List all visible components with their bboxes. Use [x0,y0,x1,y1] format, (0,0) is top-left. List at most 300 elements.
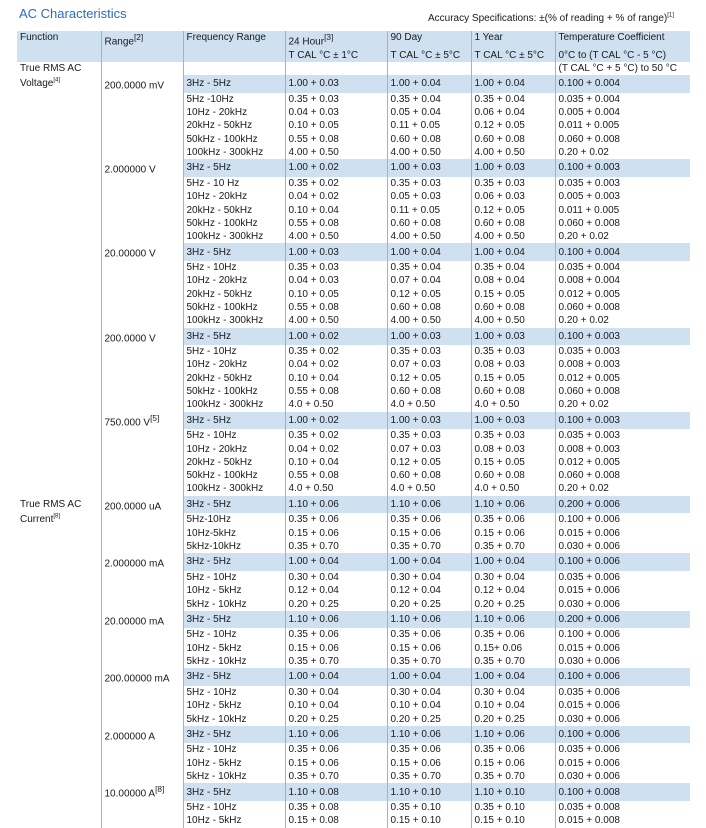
range-label: 2.000000 mA [104,558,164,570]
frequency-range-cell: 10Hz - 5kHz [183,699,285,712]
temp-coefficient-cell: 0.011 + 0.005 [555,204,690,217]
accuracy-1-year-cell: 0.60 + 0.08 [471,217,555,230]
frequency-range-cell: 10Hz - 5kHz [183,814,285,827]
function-blank [17,288,101,301]
header-1-year: 1 Year [471,31,555,49]
temp-coefficient-cell: 0.030 + 0.006 [555,770,690,783]
accuracy-24-hour-cell: 0.35 + 0.02 [285,429,387,442]
header-24-hour: 24 Hour[3] [285,31,387,49]
range-blank [101,584,183,597]
table-row [17,801,690,814]
range-label: 20.00000 V [104,248,156,260]
function-blank [17,686,101,699]
frequency-range-cell: 3Hz - 5Hz [183,553,285,571]
function-blank [17,598,101,611]
frequency-range-cell: 5Hz - 10Hz [183,345,285,358]
function-blank [17,699,101,712]
table-row [17,726,690,744]
accuracy-1-year-cell: 0.08 + 0.04 [471,274,555,287]
temp-coefficient-cell: 0.20 + 0.02 [555,482,690,495]
frequency-range-cell: 100kHz - 300kHz [183,398,285,411]
temp-coefficient-cell: 0.035 + 0.003 [555,345,690,358]
accuracy-90-day-cell: 0.60 + 0.08 [387,301,471,314]
accuracy-1-year-cell: 0.15 + 0.06 [471,527,555,540]
frequency-range-cell: 10Hz - 20kHz [183,190,285,203]
function-ref: [8] [53,514,61,521]
table-row [17,743,690,756]
blank-cell [471,62,555,75]
accuracy-24-hour-cell: 1.00 + 0.02 [285,328,387,346]
temp-coefficient-cell: 0.20 + 0.02 [555,314,690,327]
frequency-range-cell: 10Hz - 20kHz [183,106,285,119]
header-function-sub [17,49,101,62]
accuracy-1-year-cell: 0.60 + 0.08 [471,133,555,146]
frequency-range-cell: 100kHz - 300kHz [183,482,285,495]
accuracy-24-hour-cell: 0.15 + 0.08 [285,814,387,827]
temp-coefficient-cell: 0.100 + 0.003 [555,412,690,430]
accuracy-note: Accuracy Specifications: ±(% of reading + % of range)[1] [428,12,674,24]
accuracy-90-day-cell: 0.20 + 0.25 [387,598,471,611]
temp-coefficient-cell: 0.100 + 0.003 [555,328,690,346]
accuracy-1-year-cell: 0.15 + 0.05 [471,372,555,385]
accuracy-24-hour-cell: 0.04 + 0.02 [285,190,387,203]
header-range-sub [101,49,183,62]
range-blank [101,119,183,132]
accuracy-1-year-cell: 1.00 + 0.03 [471,412,555,430]
range-value [101,668,183,686]
temp-coefficient-cell: 0.035 + 0.003 [555,177,690,190]
frequency-range-cell: 3Hz - 5Hz [183,75,285,93]
temp-coefficient-cell: 0.060 + 0.008 [555,301,690,314]
accuracy-90-day-cell: 0.12 + 0.05 [387,456,471,469]
temp-coefficient-cell: 0.100 + 0.006 [555,726,690,744]
table-row [17,217,690,230]
frequency-range-cell: 50kHz - 100kHz [183,301,285,314]
header-subrow [17,49,690,62]
temp-coefficient-cell: 0.030 + 0.006 [555,655,690,668]
accuracy-90-day-cell: 0.35 + 0.06 [387,743,471,756]
temp-coefficient-cell: 0.030 + 0.006 [555,540,690,553]
accuracy-1-year-cell: 0.35 + 0.70 [471,540,555,553]
frequency-range-cell: 3Hz - 5Hz [183,243,285,261]
accuracy-1-year-cell: 4.0 + 0.50 [471,482,555,495]
function-name-cont [17,75,101,93]
frequency-range-cell: 3Hz - 5Hz [183,668,285,686]
temp-coefficient-cell: 0.100 + 0.006 [555,668,690,686]
table-row [17,713,690,726]
header-temp-coefficient: Temperature Coefficient [555,31,690,49]
accuracy-1-year-cell: 0.35 + 0.10 [471,801,555,814]
accuracy-24-hour-cell: 0.30 + 0.04 [285,571,387,584]
function-blank [17,301,101,314]
range-blank [101,743,183,756]
table-row [17,398,690,411]
table-row [17,412,690,430]
accuracy-1-year-cell: 0.15 + 0.05 [471,456,555,469]
accuracy-24-hour-cell: 0.35 + 0.06 [285,513,387,526]
range-blank [101,372,183,385]
accuracy-24-hour-cell: 0.04 + 0.02 [285,443,387,456]
accuracy-90-day-cell: 0.07 + 0.03 [387,358,471,371]
range-blank [101,314,183,327]
temp-coefficient-cell: 0.015 + 0.006 [555,584,690,597]
accuracy-24-hour-cell: 4.00 + 0.50 [285,230,387,243]
temp-coefficient-cell: 0.060 + 0.008 [555,133,690,146]
accuracy-90-day-cell: 0.35 + 0.04 [387,261,471,274]
accuracy-90-day-cell: 4.00 + 0.50 [387,230,471,243]
frequency-range-cell: 5Hz-10Hz [183,513,285,526]
temp-coefficient-cell: 0.015 + 0.006 [555,757,690,770]
accuracy-1-year-cell: 1.10 + 0.06 [471,496,555,514]
frequency-range-cell: 5kHz - 10kHz [183,655,285,668]
accuracy-1-year-cell: 0.35 + 0.03 [471,429,555,442]
function-blank [17,159,101,177]
function-blank [17,527,101,540]
range-ref: [8] [155,784,165,795]
accuracy-24-hour-cell: 0.15 + 0.06 [285,642,387,655]
range-blank [101,261,183,274]
accuracy-1-year-cell: 0.30 + 0.04 [471,686,555,699]
function-blank [17,456,101,469]
temp-coefficient-cell: 0.008 + 0.003 [555,443,690,456]
range-value [101,611,183,629]
accuracy-24-hour-cell: 0.35 + 0.70 [285,655,387,668]
accuracy-90-day-cell: 0.10 + 0.04 [387,699,471,712]
frequency-range-cell: 100kHz - 300kHz [183,230,285,243]
table-row [17,358,690,371]
accuracy-24-hour-cell: 0.35 + 0.03 [285,261,387,274]
accuracy-90-day-cell: 0.05 + 0.03 [387,190,471,203]
function-blank [17,540,101,553]
accuracy-90-day-cell: 0.60 + 0.08 [387,469,471,482]
range-blank [101,814,183,827]
frequency-range-cell: 3Hz - 5Hz [183,328,285,346]
temp-coefficient-cell: 0.100 + 0.004 [555,243,690,261]
temp-coefficient-cell: 0.100 + 0.006 [555,513,690,526]
table-row [17,668,690,686]
accuracy-90-day-cell: 0.35 + 0.10 [387,801,471,814]
function-blank [17,261,101,274]
table-row [17,119,690,132]
accuracy-24-hour-cell: 4.0 + 0.50 [285,482,387,495]
frequency-range-cell: 10Hz - 20kHz [183,358,285,371]
accuracy-1-year-cell: 4.00 + 0.50 [471,230,555,243]
function-blank [17,177,101,190]
accuracy-1-year-cell: 1.00 + 0.04 [471,75,555,93]
accuracy-90-day-cell: 0.30 + 0.04 [387,571,471,584]
table-row [17,328,690,346]
accuracy-90-day-cell: 0.15 + 0.06 [387,757,471,770]
accuracy-1-year-cell: 1.00 + 0.04 [471,243,555,261]
range-blank [101,345,183,358]
function-blank [17,655,101,668]
function-blank [17,642,101,655]
accuracy-24-hour-cell: 0.12 + 0.04 [285,584,387,597]
frequency-range-cell: 5Hz - 10Hz [183,628,285,641]
accuracy-90-day-cell: 0.20 + 0.25 [387,713,471,726]
accuracy-90-day-cell: 0.60 + 0.08 [387,385,471,398]
table-row [17,443,690,456]
accuracy-1-year-cell: 0.35 + 0.70 [471,655,555,668]
table-row [17,655,690,668]
range-blank [101,230,183,243]
function-blank [17,398,101,411]
range-blank [101,713,183,726]
table-row [17,274,690,287]
accuracy-24-hour-cell: 0.10 + 0.04 [285,204,387,217]
frequency-range-cell: 50kHz - 100kHz [183,385,285,398]
table-row [17,314,690,327]
accuracy-24-hour-cell: 4.00 + 0.50 [285,314,387,327]
temp-coefficient-cell: 0.005 + 0.003 [555,190,690,203]
range-value [101,412,183,430]
accuracy-24-hour-cell: 0.35 + 0.08 [285,801,387,814]
range-blank [101,429,183,442]
table-row [17,482,690,495]
accuracy-90-day-cell: 0.12 + 0.05 [387,288,471,301]
range-label: 20.00000 mA [104,616,164,628]
function-blank [17,628,101,641]
table-body [17,62,690,828]
table-row [17,540,690,553]
ac-characteristics-table [17,31,690,828]
function-blank [17,429,101,442]
function-blank [17,358,101,371]
accuracy-1-year-cell: 0.12 + 0.05 [471,119,555,132]
frequency-range-cell: 10Hz - 20kHz [183,443,285,456]
range-blank [101,146,183,159]
frequency-range-cell: 5Hz -10Hz [183,93,285,106]
accuracy-24-hour-cell: 0.10 + 0.05 [285,119,387,132]
table-row [17,513,690,526]
table-row [17,261,690,274]
table-row [17,496,690,514]
frequency-range-cell: 5Hz - 10Hz [183,686,285,699]
frequency-range-cell: 5Hz - 10Hz [183,801,285,814]
accuracy-1-year-cell: 0.15 + 0.05 [471,288,555,301]
accuracy-24-hour-cell: 1.10 + 0.06 [285,726,387,744]
accuracy-1-year-cell: 0.12 + 0.04 [471,584,555,597]
function-blank [17,106,101,119]
accuracy-24-hour-cell: 1.00 + 0.02 [285,412,387,430]
range-value [101,159,183,177]
function-blank [17,190,101,203]
range-label: 750.000 V [104,416,151,428]
header-90-day: 90 Day [387,31,471,49]
table-row [17,770,690,783]
table-row [17,527,690,540]
range-blank [101,801,183,814]
accuracy-90-day-cell: 0.35 + 0.04 [387,93,471,106]
accuracy-90-day-cell: 4.00 + 0.50 [387,146,471,159]
accuracy-90-day-cell: 1.00 + 0.03 [387,328,471,346]
function-blank [17,584,101,597]
blank-cell [183,62,285,75]
accuracy-1-year-cell: 0.60 + 0.08 [471,469,555,482]
table-row [17,553,690,571]
accuracy-90-day-cell: 1.00 + 0.04 [387,243,471,261]
table-row [17,204,690,217]
table-row [17,571,690,584]
accuracy-24-hour-cell: 0.35 + 0.02 [285,177,387,190]
accuracy-24-hour-cell: 0.55 + 0.08 [285,133,387,146]
table-row [17,757,690,770]
temp-coefficient-cell: 0.20 + 0.02 [555,398,690,411]
function-blank [17,314,101,327]
frequency-range-cell: 3Hz - 5Hz [183,726,285,744]
accuracy-24-hour-cell: 0.35 + 0.06 [285,743,387,756]
header-function: Function [17,31,101,49]
range-blank [101,204,183,217]
range-blank [101,93,183,106]
table-row [17,146,690,159]
function-blank [17,412,101,430]
function-blank [17,713,101,726]
table-row [17,345,690,358]
blank-cell [285,62,387,75]
range-blank [101,133,183,146]
range-blank [101,358,183,371]
temp-coefficient-cell: 0.060 + 0.008 [555,385,690,398]
range-blank [101,190,183,203]
temp-coefficient-cell: 0.012 + 0.005 [555,456,690,469]
accuracy-90-day-cell: 1.10 + 0.06 [387,726,471,744]
accuracy-1-year-cell: 0.06 + 0.04 [471,106,555,119]
function-blank [17,133,101,146]
table-row [17,190,690,203]
table-row [17,456,690,469]
range-value [101,553,183,571]
function-name [17,62,101,75]
range-blank [101,274,183,287]
temp-coefficient-cell: 0.035 + 0.006 [555,571,690,584]
accuracy-24-hour-cell: 1.00 + 0.03 [285,243,387,261]
temp-coefficient-cell: 0.030 + 0.006 [555,598,690,611]
header-temp-sub-1: 0°C to (T CAL °C - 5 °C) [555,49,690,62]
frequency-range-cell: 100kHz - 300kHz [183,314,285,327]
accuracy-24-hour-cell: 0.55 + 0.08 [285,301,387,314]
function-blank [17,757,101,770]
accuracy-1-year-cell: 0.35 + 0.04 [471,261,555,274]
function-blank [17,204,101,217]
accuracy-24-hour-cell: 0.15 + 0.06 [285,527,387,540]
header-frequency: Frequency Range [183,31,285,49]
range-blank [101,571,183,584]
accuracy-1-year-cell: 4.00 + 0.50 [471,146,555,159]
accuracy-90-day-cell: 1.10 + 0.06 [387,611,471,629]
frequency-range-cell: 20kHz - 50kHz [183,456,285,469]
range-label: 200.0000 uA [104,501,162,513]
temp-coefficient-cell: 0.035 + 0.006 [555,686,690,699]
accuracy-24-hour-cell: 0.04 + 0.02 [285,358,387,371]
accuracy-90-day-cell: 0.12 + 0.05 [387,372,471,385]
accuracy-1-year-cell: 1.00 + 0.03 [471,328,555,346]
header-range: Range[2] [101,31,183,49]
frequency-range-cell: 10Hz - 5kHz [183,584,285,597]
accuracy-90-day-cell: 4.00 + 0.50 [387,314,471,327]
accuracy-1-year-cell: 0.15 + 0.10 [471,814,555,827]
accuracy-1-year-cell: 1.10 + 0.06 [471,611,555,629]
range-value [101,783,183,801]
accuracy-1-year-cell: 0.08 + 0.03 [471,443,555,456]
accuracy-90-day-cell: 0.60 + 0.08 [387,217,471,230]
accuracy-1-year-cell: 4.00 + 0.50 [471,314,555,327]
temp-coefficient-cell: 0.015 + 0.008 [555,814,690,827]
accuracy-90-day-cell: 0.15 + 0.06 [387,642,471,655]
accuracy-24-hour-cell: 0.55 + 0.08 [285,385,387,398]
frequency-range-cell: 5Hz - 10Hz [183,429,285,442]
function-blank [17,743,101,756]
table-row [17,230,690,243]
frequency-range-cell: 50kHz - 100kHz [183,217,285,230]
table-row [17,75,690,93]
blank-cell [101,62,183,75]
range-blank [101,443,183,456]
function-blank [17,119,101,132]
range-value [101,75,183,93]
accuracy-90-day-cell: 0.15 + 0.10 [387,814,471,827]
accuracy-90-day-cell: 4.0 + 0.50 [387,398,471,411]
accuracy-24-hour-cell: 0.04 + 0.03 [285,106,387,119]
accuracy-24-hour-cell: 0.55 + 0.08 [285,469,387,482]
frequency-range-cell: 10Hz-5kHz [183,527,285,540]
accuracy-1-year-cell: 0.30 + 0.04 [471,571,555,584]
function-blank [17,482,101,495]
accuracy-1-year-cell: 0.35 + 0.06 [471,743,555,756]
header-row [17,31,690,49]
temp-coefficient-cell: 0.015 + 0.006 [555,699,690,712]
temp-coefficient-cell: 0.035 + 0.004 [555,93,690,106]
header-90-day-sub: T CAL °C ± 5°C [387,49,471,62]
accuracy-24-hour-cell: 0.35 + 0.02 [285,345,387,358]
function-name-line1: True RMS AC [20,498,82,510]
table-row [17,288,690,301]
accuracy-1-year-cell: 0.15+ 0.06 [471,642,555,655]
range-blank [101,106,183,119]
table-row [17,385,690,398]
function-blank [17,553,101,571]
function-blank [17,469,101,482]
table-row [17,611,690,629]
accuracy-24-hour-cell: 0.35 + 0.70 [285,770,387,783]
accuracy-1-year-cell: 0.35 + 0.03 [471,345,555,358]
table-row [17,598,690,611]
accuracy-90-day-cell: 1.00 + 0.04 [387,553,471,571]
frequency-range-cell: 20kHz - 50kHz [183,119,285,132]
table-row [17,814,690,827]
range-blank [101,288,183,301]
accuracy-90-day-cell: 4.0 + 0.50 [387,482,471,495]
accuracy-90-day-cell: 0.05 + 0.04 [387,106,471,119]
accuracy-90-day-cell: 0.60 + 0.08 [387,133,471,146]
accuracy-24-hour-cell: 1.00 + 0.02 [285,159,387,177]
frequency-range-cell: 3Hz - 5Hz [183,412,285,430]
accuracy-24-hour-cell: 0.10 + 0.05 [285,288,387,301]
temp-coefficient-cell: 0.035 + 0.004 [555,261,690,274]
accuracy-90-day-cell: 0.35 + 0.06 [387,628,471,641]
function-blank [17,783,101,801]
table-row [17,584,690,597]
accuracy-24-hour-cell: 4.00 + 0.50 [285,146,387,159]
accuracy-90-day-cell: 0.30 + 0.04 [387,686,471,699]
table-row [17,642,690,655]
function-blank [17,93,101,106]
temp-coefficient-cell: 0.035 + 0.006 [555,743,690,756]
accuracy-90-day-cell: 0.35 + 0.03 [387,177,471,190]
function-blank [17,217,101,230]
function-blank [17,146,101,159]
accuracy-24-hour-cell: 0.35 + 0.70 [285,540,387,553]
